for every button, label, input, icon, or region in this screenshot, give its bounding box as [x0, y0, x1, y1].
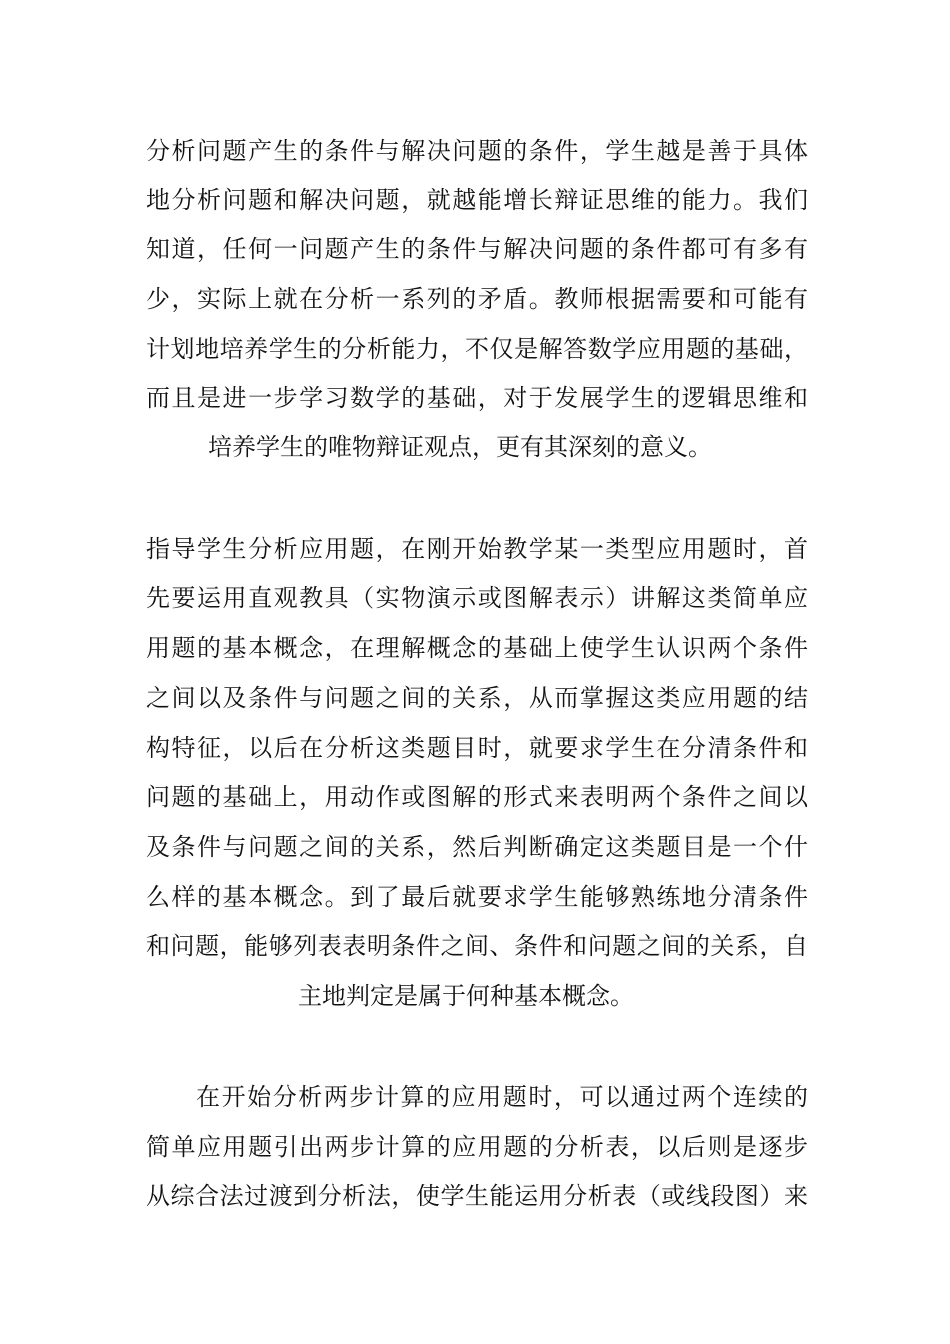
paragraph-line: 用题的基本概念，在理解概念的基础上使学生认识两个条件: [146, 634, 808, 662]
paragraph-line: 地分析问题和解决问题，就越能增长辩证思维的能力。我们: [146, 186, 808, 214]
paragraph-line: 和问题，能够列表表明条件之间、条件和问题之间的关系，自: [146, 932, 808, 960]
paragraph-line: 知道，任何一问题产生的条件与解决问题的条件都可有多有: [146, 235, 808, 263]
paragraph-line: 而且是进一步学习数学的基础，对于发展学生的逻辑思维和: [146, 384, 808, 412]
paragraph-line: 及条件与问题之间的关系，然后判断确定这类题目是一个什: [146, 833, 808, 861]
paragraph-line: 指导学生分析应用题，在刚开始教学某一类型应用题时，首: [146, 535, 808, 563]
paragraph-line: 分析问题产生的条件与解决问题的条件，学生越是善于具体: [146, 137, 808, 165]
paragraph-line: 么样的基本概念。到了最后就要求学生能够熟练地分清条件: [146, 883, 808, 911]
paragraph-line: 计划地培养学生的分析能力，不仅是解答数学应用题的基础，: [146, 335, 808, 363]
paragraph-line: 从综合法过渡到分析法，使学生能运用分析表（或线段图）来: [146, 1182, 808, 1210]
paragraph-line: 之间以及条件与问题之间的关系，从而掌握这类应用题的结: [146, 684, 808, 712]
paragraph-line: 先要运用直观教具（实物演示或图解表示）讲解这类简单应: [146, 584, 808, 612]
paragraph-line: 构特征，以后在分析这类题目时，就要求学生在分清条件和: [146, 734, 808, 762]
paragraph-line: 问题的基础上，用动作或图解的形式来表明两个条件之间以: [146, 783, 808, 811]
paragraph-line: 简单应用题引出两步计算的应用题的分析表，以后则是逐步: [146, 1133, 808, 1161]
paragraph-line: 在开始分析两步计算的应用题时，可以通过两个连续的: [196, 1083, 808, 1111]
paragraph-line: 少，实际上就在分析一系列的矛盾。教师根据需要和可能有: [146, 285, 808, 313]
paragraph-line: 主地判定是属于何种基本概念。: [298, 982, 634, 1010]
paragraph-line: 培养学生的唯物辩证观点，更有其深刻的意义。: [208, 433, 712, 461]
